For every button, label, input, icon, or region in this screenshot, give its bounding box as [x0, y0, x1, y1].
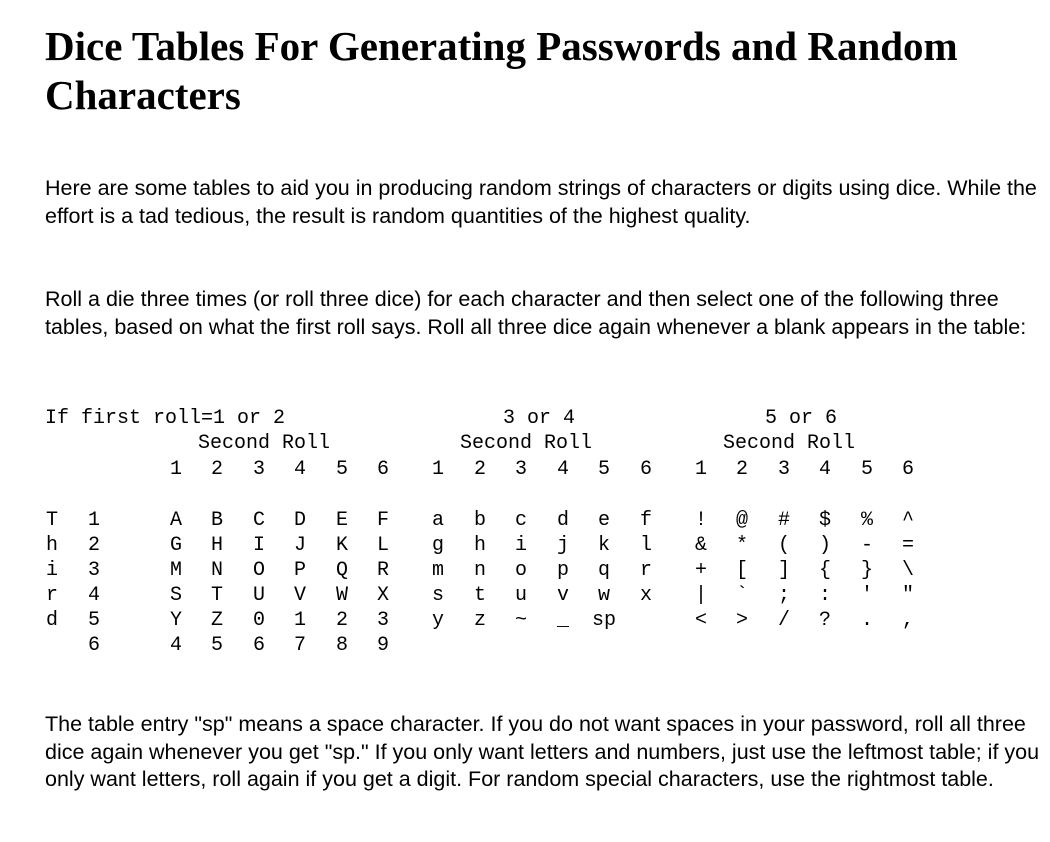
third-roll-letter: i	[45, 559, 58, 582]
second-roll-label: Second Roll	[198, 432, 331, 455]
third-roll-letter: h	[45, 534, 58, 557]
table-cell: L	[376, 534, 389, 557]
table-cell: 5	[210, 634, 223, 657]
third-roll-letter: d	[45, 609, 58, 632]
second-roll-label: Second Roll	[723, 432, 856, 455]
table-cell: (	[777, 534, 790, 557]
table-cell: Y	[169, 609, 182, 632]
table-cell: l	[639, 534, 652, 557]
table-cell: I	[252, 534, 265, 557]
table-cell: e	[597, 509, 610, 532]
table-cell: /	[777, 609, 790, 632]
table-cell: s	[431, 584, 444, 607]
column-number: 5	[335, 458, 348, 481]
table-cell: +	[694, 559, 707, 582]
table-cell: j	[556, 534, 569, 557]
table-cell: )	[818, 534, 831, 557]
table-cell: >	[735, 609, 748, 632]
third-roll-letter: T	[45, 509, 58, 532]
table-cell: 9	[376, 634, 389, 657]
third-roll-letter: r	[45, 584, 58, 607]
table-cell: k	[597, 534, 610, 557]
table-cell: p	[556, 559, 569, 582]
column-number: 3	[777, 458, 790, 481]
table-cell: .	[860, 609, 873, 632]
table-cell: T	[210, 584, 223, 607]
table-cell: d	[556, 509, 569, 532]
table-cell: "	[901, 584, 914, 607]
table-cell: y	[431, 609, 444, 632]
column-number: 1	[431, 458, 444, 481]
table-cell: ,	[901, 609, 914, 632]
table-cell: f	[639, 509, 652, 532]
table-cell: |	[694, 584, 707, 607]
column-number: 2	[473, 458, 486, 481]
table-cell: #	[777, 509, 790, 532]
row-number: 3	[87, 559, 100, 582]
table-cell: b	[473, 509, 486, 532]
table-cell: S	[169, 584, 182, 607]
table-cell: [	[735, 559, 748, 582]
table-cell: 2	[335, 609, 348, 632]
column-number: 1	[169, 458, 182, 481]
row-number: 2	[87, 534, 100, 557]
table-cell: !	[694, 509, 707, 532]
table-cell: {	[818, 559, 831, 582]
table-cell: x	[639, 584, 652, 607]
table-cell: K	[335, 534, 348, 557]
table-cell: ]	[777, 559, 790, 582]
table-cell: :	[818, 584, 831, 607]
table-cell: h	[473, 534, 486, 557]
table-cell: B	[210, 509, 223, 532]
table-cell: A	[169, 509, 182, 532]
table-cell: q	[597, 559, 610, 582]
table-cell: U	[252, 584, 265, 607]
table-cell: 6	[252, 634, 265, 657]
table-cell: z	[473, 609, 486, 632]
table-cell: 1	[293, 609, 306, 632]
table-cell: o	[514, 559, 527, 582]
column-number: 4	[818, 458, 831, 481]
table-cell: *	[735, 534, 748, 557]
column-number: 4	[556, 458, 569, 481]
table-cell: V	[293, 584, 306, 607]
table-cell: D	[293, 509, 306, 532]
table-cell: P	[293, 559, 306, 582]
table-cell: -	[860, 534, 873, 557]
table-cell: `	[735, 584, 748, 607]
table-cell: t	[473, 584, 486, 607]
table-cell: R	[376, 559, 389, 582]
first-roll-label: If first roll=1 or 2	[45, 407, 286, 430]
table-cell: $	[818, 509, 831, 532]
table-cell: W	[335, 584, 348, 607]
intro-paragraph: Here are some tables to aid you in producing random strings of characters or digits using dice. While the effort is a tad tedious, the result is random quantities of the highest quality.	[45, 176, 1037, 228]
table-cell: g	[431, 534, 444, 557]
page-title: Dice Tables For Generating Passwords and Random Characters	[45, 23, 958, 118]
table-cell: n	[473, 559, 486, 582]
footer-paragraph: The table entry "sp" means a space character. If you do not want spaces in your password, roll all three dice again whenever you get "sp." If you only want letters and numbers, just use the leftmost table; if you only want letters, roll again if you get a digit. For random special characters, use the rightmost table.	[45, 712, 1040, 791]
table-cell: }	[860, 559, 873, 582]
table-cell: M	[169, 559, 182, 582]
column-number: 3	[252, 458, 265, 481]
second-roll-label: Second Roll	[460, 432, 593, 455]
table-cell: Q	[335, 559, 348, 582]
table-cell: r	[639, 559, 652, 582]
group2-label: 3 or 4	[503, 407, 576, 430]
table-cell: sp	[591, 609, 616, 632]
table-cell: '	[860, 584, 873, 607]
table-cell: m	[431, 559, 444, 582]
table-cell: <	[694, 609, 707, 632]
table-cell: 3	[376, 609, 389, 632]
table-cell: O	[252, 559, 265, 582]
row-number: 1	[87, 509, 100, 532]
row-number: 5	[87, 609, 100, 632]
table-cell: G	[169, 534, 182, 557]
table-cell: @	[735, 509, 748, 532]
table-cell: %	[860, 509, 873, 532]
table-cell: w	[597, 584, 610, 607]
column-number: 6	[639, 458, 652, 481]
table-cell: ~	[514, 609, 527, 632]
table-cell: &	[694, 534, 707, 557]
table-cell: _	[556, 609, 569, 632]
row-number: 4	[87, 584, 100, 607]
table-cell: a	[431, 509, 444, 532]
table-cell: =	[901, 534, 914, 557]
column-number: 6	[901, 458, 914, 481]
table-cell: X	[376, 584, 389, 607]
table-cell: 8	[335, 634, 348, 657]
table-cell: ?	[818, 609, 831, 632]
table-cell: v	[556, 584, 569, 607]
table-cell: c	[514, 509, 527, 532]
column-number: 1	[694, 458, 707, 481]
instructions-paragraph: Roll a die three times (or roll three dice) for each character and then select one of the following three tables, based on what the first roll says. Roll all three dice again whenever a blank appears in the table:	[45, 287, 1027, 339]
table-cell: H	[210, 534, 223, 557]
group3-label: 5 or 6	[765, 407, 838, 430]
table-cell: E	[335, 509, 348, 532]
column-number: 4	[293, 458, 306, 481]
column-number: 5	[597, 458, 610, 481]
column-number: 3	[514, 458, 527, 481]
table-cell: N	[210, 559, 223, 582]
column-number: 2	[210, 458, 223, 481]
row-number: 6	[87, 634, 100, 657]
table-cell: 0	[252, 609, 265, 632]
table-cell: \	[901, 559, 914, 582]
table-cell: i	[514, 534, 527, 557]
column-number: 6	[376, 458, 389, 481]
table-cell: J	[293, 534, 306, 557]
table-cell: 7	[293, 634, 306, 657]
table-cell: F	[376, 509, 389, 532]
table-cell: u	[514, 584, 527, 607]
table-cell: ^	[901, 509, 914, 532]
column-number: 2	[735, 458, 748, 481]
table-cell: ;	[777, 584, 790, 607]
table-cell: Z	[210, 609, 223, 632]
table-cell: C	[252, 509, 265, 532]
table-cell: 4	[169, 634, 182, 657]
column-number: 5	[860, 458, 873, 481]
